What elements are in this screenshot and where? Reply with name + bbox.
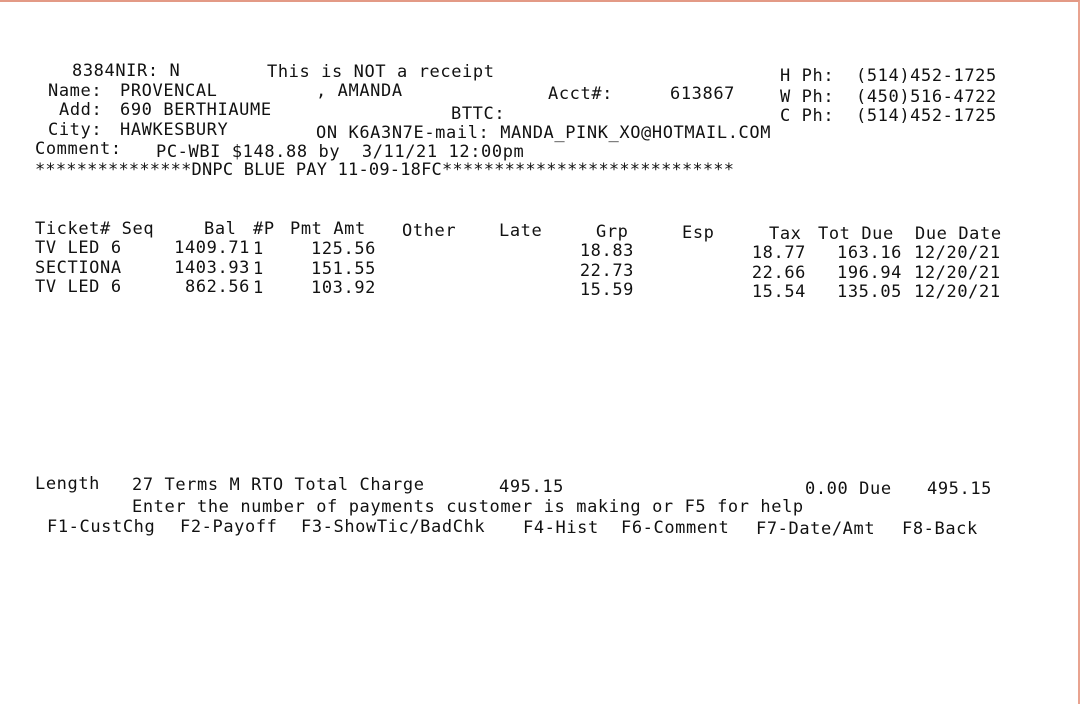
row-total-due: 135.05 [836,282,902,302]
row-due-date: 12/20/21 [914,243,1001,263]
col-due-date: Due Date [915,224,1002,244]
work-phone-value: (450)516-4722 [856,87,997,107]
cell-phone-value: (514)452-1725 [856,106,997,126]
amount-due-value: 495.15 [927,479,993,499]
row-balance: 862.56 [184,277,250,297]
status-banner: ***************DNPC BLUE PAY 11-09-18FC**************************** [35,160,735,180]
col-other: Other [402,221,457,241]
col-tot-due: Tot Due [818,224,894,244]
row-total-due: 196.94 [836,263,902,283]
not-receipt-notice: This is NOT a receipt [267,62,495,82]
col-ticket-seq: Ticket# Seq [35,219,155,239]
row-grp: 22.73 [579,261,634,281]
col-bal: Bal [204,219,237,239]
account-number: 613867 [670,84,736,104]
row-payments: 1 [253,259,264,279]
payment-count-prompt[interactable]: Enter the number of payments customer is making or F5 for help [132,497,804,517]
account-label: Acct#: [548,84,614,104]
customer-first-name: , AMANDA [316,81,403,101]
city-label: City: [48,120,103,140]
col-grp: Grp [596,222,629,242]
col-tax: Tax [769,224,802,244]
terms-summary: 27 Terms M RTO Total Charge [132,475,425,495]
total-charge-value: 495.15 [499,477,565,497]
province-email: ON K6A3N7E-mail: MANDA_PINK_XO@HOTMAIL.COM [316,123,772,143]
row-payment-amount: 125.56 [310,239,376,259]
row-grp: 18.83 [579,241,634,261]
row-ticket: TV LED 6 [35,277,122,297]
bttc-label: BTTC: [451,104,506,124]
row-due-date: 12/20/21 [914,263,1001,283]
cell-phone-label: C Ph: [780,106,835,126]
f7-date-amt-key[interactable]: F7-Date/Amt [756,519,876,539]
col-pmt-amt: Pmt Amt [290,219,366,239]
row-ticket: SECTIONA [35,258,122,278]
row-tax: 22.66 [751,263,806,283]
work-phone-label: W Ph: [780,87,835,107]
row-balance: 1403.93 [174,258,250,278]
name-label: Name: [48,81,103,101]
customer-last-name: PROVENCAL [120,81,218,101]
row-tax: 15.54 [751,282,806,302]
f3-showtic-badchk-key[interactable]: F3-ShowTic/BadChk [301,517,486,537]
f6-comment-key[interactable]: F6-Comment [621,518,730,538]
row-grp: 15.59 [579,280,634,300]
amount-paid-due-label: 0.00 Due [805,479,892,499]
row-payment-amount: 151.55 [310,259,376,279]
row-total-due: 163.16 [836,243,902,263]
row-ticket: TV LED 6 [35,238,122,258]
f1-custchg-key[interactable]: F1-CustChg [47,517,156,537]
comment-value: PC-WBI $148.88 by 3/11/21 12:00pm [156,142,525,162]
length-label: Length [35,474,101,494]
address-value: 690 BERTHIAUME [120,100,272,120]
col-late: Late [499,221,543,241]
home-phone-label: H Ph: [780,66,835,86]
col-num-payments: #P [253,219,275,239]
col-esp: Esp [682,223,715,243]
row-tax: 18.77 [751,243,806,263]
home-phone-value: (514)452-1725 [856,66,997,86]
row-due-date: 12/20/21 [914,282,1001,302]
f4-hist-key[interactable]: F4-Hist [523,518,599,538]
row-payment-amount: 103.92 [310,278,376,298]
row-balance: 1409.71 [174,238,250,258]
f8-back-key[interactable]: F8-Back [902,519,978,539]
row-payments: 1 [253,278,264,298]
address-label: Add: [59,100,103,120]
comment-label: Comment: [35,139,122,159]
record-id: 8384NIR: N [72,61,181,81]
f2-payoff-key[interactable]: F2-Payoff [180,517,278,537]
row-payments: 1 [253,239,264,259]
city-value: HAWKESBURY [120,120,229,140]
